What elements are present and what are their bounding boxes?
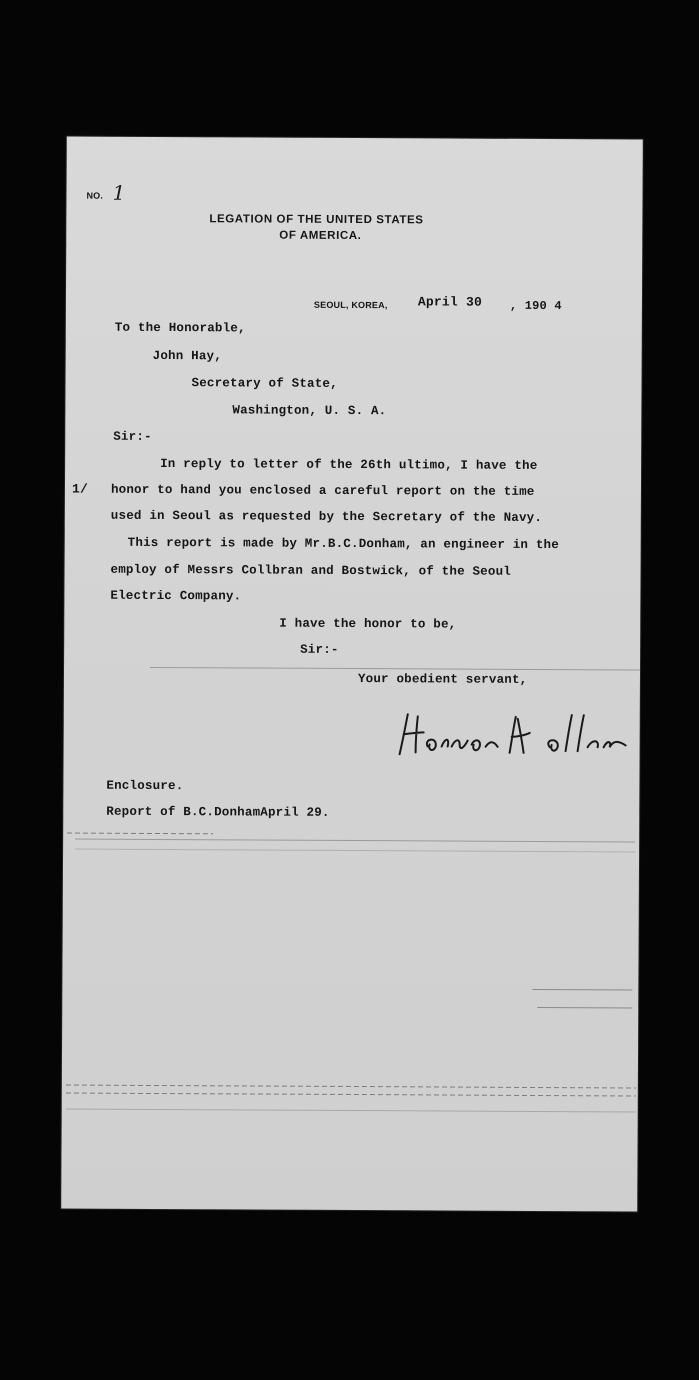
closing-line-2: Sir:-	[300, 642, 339, 657]
legation-heading-line2: OF AMERICA.	[279, 229, 362, 243]
body-line-5: employ of Messrs Collbran and Bostwick, of the Seoul	[110, 562, 512, 579]
ruled-line	[75, 849, 635, 853]
number-label: NO.	[86, 190, 104, 201]
closing-line-1: I have the honor to be,	[279, 616, 457, 632]
body-line-2: honor to hand you enclosed a careful report on the time	[110, 482, 535, 499]
address-line-2: John Hay,	[152, 348, 223, 364]
ruled-line	[66, 1085, 636, 1089]
number-value: 1	[112, 180, 126, 205]
letter-year: , 190 4	[509, 298, 562, 314]
letter-sheet	[61, 136, 643, 1211]
enclosure-item: Report of B.C.DonhamApril 29.	[106, 804, 330, 820]
letter-date: April 30	[417, 294, 483, 310]
enclosure-rule	[67, 833, 213, 835]
margin-note: 1/	[71, 481, 89, 497]
body-line-6: Electric Company.	[110, 588, 242, 604]
ruled-line	[150, 667, 640, 671]
ruled-line	[537, 1007, 632, 1008]
ruled-line	[66, 1109, 636, 1113]
legation-heading-line1: LEGATION OF THE UNITED STATES	[209, 213, 424, 227]
ruled-line	[66, 1093, 636, 1097]
closing-line-3: Your obedient servant,	[357, 672, 528, 687]
enclosure-label: Enclosure.	[106, 778, 184, 794]
address-line-1: To the Honorable,	[114, 320, 246, 336]
place-label: SEOUL, KOREA,	[313, 299, 388, 311]
body-line-1: In reply to letter of the 26th ultimo, I have the	[160, 456, 538, 473]
address-line-3: Secretary of State,	[191, 376, 338, 391]
body-line-4: This report is made by Mr.B.C.Donham, an engineer in the	[127, 535, 559, 553]
ruled-line	[75, 839, 635, 843]
signature	[394, 706, 644, 767]
ruled-line	[532, 989, 632, 991]
address-line-4: Washington, U. S. A.	[232, 403, 387, 419]
salutation: Sir:-	[113, 429, 152, 444]
signature-scrawl	[394, 706, 644, 767]
body-line-3: used in Seoul as requested by the Secretary of the Navy.	[110, 508, 543, 525]
